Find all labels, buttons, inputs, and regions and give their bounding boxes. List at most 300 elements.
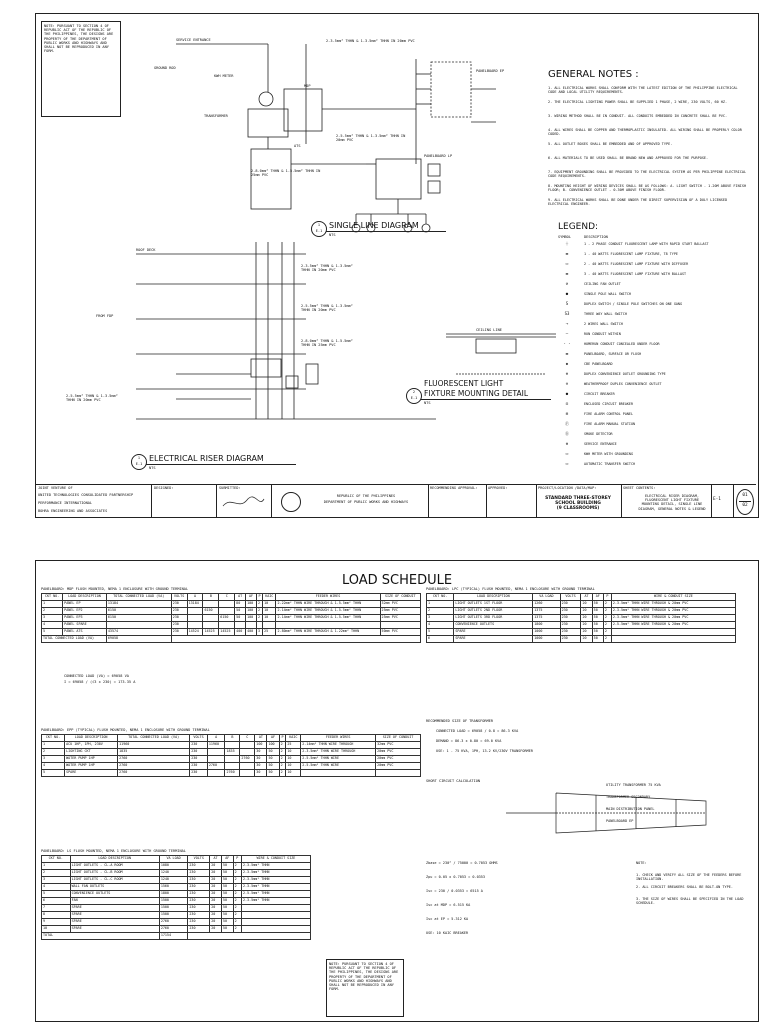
table-cell: 2 [279, 763, 286, 770]
table-cell: 50 [221, 891, 233, 898]
table-cell: 1 [42, 863, 71, 870]
table-cell: 30 [255, 770, 267, 777]
table-cell: 20 [581, 615, 592, 622]
table-cell: 14525 [219, 629, 235, 636]
riser-wire-3: 2-8.0mm² THHN & 1-5.5mm² THHN IN 25mm PVC [301, 339, 353, 348]
table-cell: 2 [42, 608, 63, 615]
table-header: CKT NO. [427, 594, 454, 601]
table-cell: 2-3.5mm² THHN WIRE THROUGH & 20mm PVC [611, 615, 735, 622]
table-cell: 2 [603, 601, 611, 608]
table-cell: SPARE [70, 912, 159, 919]
table-cell: 5 [42, 629, 63, 636]
table-cell: 230 [190, 763, 208, 770]
table-cell: 6150 [219, 615, 235, 622]
legend-symbol-icon: ▭ [565, 261, 569, 266]
table-cell: 100 [267, 742, 279, 749]
sc-label: UTILITY TRANSFORMER 75 KVA [606, 783, 661, 787]
table-header: VA LOAD [533, 594, 560, 601]
table-cell: 3 [427, 615, 454, 622]
table-cell: 3 [42, 756, 65, 763]
table-cell: 4 [42, 884, 71, 891]
single-line-bubble [311, 221, 327, 237]
legend-symbol-icon: - - [563, 341, 571, 346]
table-row [42, 898, 311, 905]
riser-wire-1: 2-3.5mm² THHN & 1-3.5mm² THHN IN 20mm PVC [301, 264, 353, 273]
table-cell: 230 [560, 601, 581, 608]
table-header: VOLTS [190, 735, 208, 742]
copyright-note-2 [326, 959, 404, 1017]
fixture-scale: NTS [424, 401, 431, 405]
table-cell: 1240 [159, 870, 188, 877]
tb-project: PROJECT/LOCATION /DATA/MAP: [538, 486, 597, 490]
table-row [42, 742, 421, 749]
table-cell: 6150 [106, 608, 171, 615]
table-row [42, 601, 421, 608]
general-note-5: 5. ALL OUTLET BOXES SHALL BE EMBEDDED AND OF APPROVED TYPE. [548, 142, 673, 146]
mdp-title: PANELBOARD: MDP FLUSH MOUNTED, NEMA 1 ENCLOSURE WITH GROUND TERMINAL [41, 587, 189, 591]
tb-project-name-1: STANDARD THREE-STOREY [545, 496, 611, 501]
calc-line: Zpu = 0.05 x 0.7053 = 0.0353 [426, 875, 486, 879]
table-cell: 2-22mm² THHN WIRE THROUGH & 1-5.5mm² THHN [276, 601, 380, 608]
table-cell: 1375 [533, 615, 560, 622]
table-cell: 100 [246, 601, 257, 608]
legend-description: FIRE ALARM CONTROL PANEL [584, 412, 633, 416]
title-block [36, 484, 756, 517]
table-cell: 50 [592, 608, 603, 615]
table-cell: 2-5.5mm² THHN WIRE THROUGH & 20mm PVC [611, 622, 735, 629]
table-header: FEEDER WIRES [276, 594, 380, 601]
table-cell: LIGHT OUTLETS 1ST FLOOR [454, 601, 533, 608]
table-row [427, 608, 736, 615]
table-cell: 400 [235, 629, 246, 636]
table-cell: PANEL EP2 [63, 608, 107, 615]
table-cell: 1000 [533, 636, 560, 643]
table-cell: 230 [190, 756, 208, 763]
table-cell: SPARE [70, 905, 159, 912]
tb-sheet-no: 01 [742, 493, 748, 498]
table-cell [225, 756, 240, 763]
legend-description: DUPLEX SWITCH / SINGLE POLE SWITCHES ON ONE GANG [584, 302, 682, 306]
table-cell: 50 [592, 601, 603, 608]
table-cell: 50 [221, 898, 233, 905]
table-header: LOAD DESCRIPTION [70, 856, 159, 863]
table-cell: 13184 [187, 601, 203, 608]
legend-row [558, 442, 748, 450]
table-cell: 2 [427, 608, 454, 615]
label-service-entrance: SERVICE ENTRANCE [176, 38, 211, 42]
table-cell: 5 [42, 891, 71, 898]
table-cell: WALL FAN OUTLETS [70, 884, 159, 891]
table-cell: 2-5.5mm² THHN [241, 891, 310, 898]
table-cell [241, 926, 310, 933]
table-cell [241, 905, 310, 912]
riser-wire-2: 2-5.5mm² THHN & 1-3.5mm² THHN IN 20mm PVC [301, 304, 353, 313]
tb-designed: DESIGNED: [154, 486, 174, 490]
table-cell: 230 [190, 749, 208, 756]
table-header: AF [267, 735, 279, 742]
table-cell: LIGHTING CKT [65, 749, 118, 756]
table-cell: 32mm PVC [380, 601, 420, 608]
table-cell [203, 622, 219, 629]
legend-row [558, 362, 748, 370]
table-cell: 2 [603, 615, 611, 622]
table-cell: 20mm PVC [376, 749, 421, 756]
legend-row [558, 242, 748, 250]
legend-title: LEGEND: [558, 222, 599, 232]
table-cell: 1080 [159, 863, 188, 870]
table-header: AT [255, 735, 267, 742]
tb-recommending: RECOMMENDING APPROVAL: [430, 486, 478, 490]
transformer-symbol [248, 109, 288, 137]
table-cell: LIGHT OUTLETS 3RD FLOOR [454, 615, 533, 622]
table-cell: 25mm PVC [380, 615, 420, 622]
table-cell [203, 601, 219, 608]
table-cell: 4 [42, 763, 65, 770]
table-cell: 2760 [225, 770, 240, 777]
table-cell [219, 622, 235, 629]
table-cell: 230 [188, 863, 210, 870]
table-cell: 2-14mm² THHN WIRE THROUGH & 1-5.5mm² THHN [276, 615, 380, 622]
legend-description: 3 - 40 WATTS FLUORESCENT LAMP FIXTURE WITH BALLAST [584, 272, 687, 276]
tb-project-name-3: (9 CLASSROOMS) [556, 506, 600, 511]
table-header: AT [210, 856, 222, 863]
table-cell: 2 [233, 877, 241, 884]
table-cell: 2-3.5mm² THHN WIRE THROUGH & 20mm PVC [611, 608, 735, 615]
legend-description: CBE PANELBOARD [584, 362, 613, 366]
table-cell [276, 622, 380, 629]
table-cell [207, 770, 225, 777]
table-header: CKT NO. [42, 594, 63, 601]
table-total-row [42, 933, 311, 940]
panel-ep-box [431, 62, 471, 117]
table-cell: 20mm PVC [376, 763, 421, 770]
general-note-3: 3. WIRING METHOD SHALL BE IN CONDUIT. ALL CONDUITS EMBEDDED IN CONCRETE SHALL BE PVC. [548, 114, 728, 118]
table-cell: 50 [221, 926, 233, 933]
ls-title: PANELBOARD: LS FLUSH MOUNTED, NEMA 1 ENCLOSURE WITH GROUND TERMINAL [41, 849, 186, 853]
legend-list [558, 242, 753, 477]
table-header: LOAD DESCRIPTION [454, 594, 533, 601]
riser-num: 1 [137, 456, 141, 460]
table-cell: 230 [560, 629, 581, 636]
table-cell: 11960 [118, 742, 190, 749]
table-row [427, 615, 736, 622]
table-cell: 2 [233, 926, 241, 933]
transformer-title: RECOMMENDED SIZE OF TRANSFORMER [426, 719, 494, 723]
label-wire-3: 2-8.0mm² THHN & 1-5.5mm² THHN IN 25mm PVC [251, 169, 321, 178]
table-row [42, 763, 421, 770]
single-line-underline [326, 231, 446, 232]
table-row [42, 756, 421, 763]
table-cell: 2-3.5mm² THHN WIRE THROUGH [301, 749, 376, 756]
table-cell [187, 608, 203, 615]
table-cell: SPARE [70, 919, 159, 926]
table-cell: 20 [210, 891, 222, 898]
table-cell: 2 [233, 905, 241, 912]
table-cell: ACU 1HP, 1PH, 230V [65, 742, 118, 749]
table-cell: 50 [221, 912, 233, 919]
legend-description: ENCLOSED CIRCUIT BREAKER [584, 402, 633, 406]
table-cell: 25mm PVC [380, 608, 420, 615]
table-cell: 230 [190, 770, 208, 777]
legend-description: 2 - 40 WATTS FLUORESCENT LAMP FIXTURE WITH DIFFUSER [584, 262, 689, 266]
table-cell: 2-14mm² THHN WIRE THROUGH [301, 742, 376, 749]
table-cell: 1 [42, 742, 65, 749]
table-cell: 2-3.5mm² THHN WIRE THROUGH & 20mm PVC [611, 601, 735, 608]
table-header: P [233, 856, 241, 863]
fixture-underline [421, 399, 551, 400]
table-row [42, 622, 421, 629]
table-cell: 2 [603, 636, 611, 643]
table-cell: 230 [560, 622, 581, 629]
table-cell: 50 [592, 615, 603, 622]
table-row [42, 884, 311, 891]
table-cell: 20 [210, 870, 222, 877]
legend-description: CEILING FAN OUTLET [584, 282, 621, 286]
table-cell: 2-3.5mm² THHN [241, 863, 310, 870]
label-kwh: KWH METER [214, 74, 234, 78]
legend-symbol-icon: ⊗ [565, 441, 569, 446]
table-header: A [187, 594, 203, 601]
table-cell: 230 [171, 622, 187, 629]
tb-firm-3: BOHRA ENGINEERING AND ASSOCIATES [38, 509, 108, 513]
legend-row [558, 382, 748, 390]
table-cell: 20 [581, 601, 592, 608]
table-header: WIRE & CONDUIT SIZE [611, 594, 735, 601]
table-cell [611, 636, 735, 643]
table-header: VOLTS [188, 856, 210, 863]
legend-symbol-icon: ⊡ [565, 401, 569, 406]
table-header: VA LOAD [159, 856, 188, 863]
table-cell: 20 [210, 912, 222, 919]
table-cell: 2 [233, 891, 241, 898]
table-cell: 2 [233, 898, 241, 905]
table-cell: WATER PUMP 1HP [65, 763, 118, 770]
table-row [42, 912, 311, 919]
table-cell: 2 [233, 912, 241, 919]
copyright-note-2-text: NOTE: PURSUANT TO SECTION 4 OF REPUBLIC ACT OF THE REPUBLIC OF THE PHILIPPINES, THE DESIGNS ARE PROPERTY OF THE DEPARTMENT OF PUBLIC WORKS AND HIGHWAYS AND SHALL NOT BE REPRODUCED IN ANY FORM. [329, 962, 399, 992]
table-cell [187, 615, 203, 622]
legend-symbol-icon: ▬ [565, 271, 569, 276]
table-cell [246, 622, 257, 629]
sc-label: MAIN DISTRIBUTION PANEL [606, 807, 655, 811]
table-cell: 100 [255, 742, 267, 749]
table-header: B [225, 735, 240, 742]
table-cell: 2 [257, 601, 263, 608]
table-cell: 50 [592, 629, 603, 636]
table-cell: 4 [42, 622, 63, 629]
table-cell: 50 [267, 749, 279, 756]
calc-line: Isc = 230 / 0.0353 = 6515 A [426, 889, 483, 893]
table-cell [219, 601, 235, 608]
table-cell: LIGHT OUTLETS - CL-C ROOM [70, 877, 159, 884]
legend-description: 1 - 40 WATTS FLUORESCENT LAMP FIXTURE, T8 TYPE [584, 252, 678, 256]
table-cell [203, 615, 219, 622]
label-panel-lp: PANELBOARD LP [424, 154, 453, 158]
table-cell: 2760 [240, 756, 255, 763]
tb-submitted: SUBMITTED: [219, 486, 241, 490]
table-row [427, 601, 736, 608]
tb-joint-venture: JOINT VENTURE OF [38, 486, 73, 490]
mdp-box [284, 89, 322, 131]
table-cell: 20 [210, 926, 222, 933]
table-cell: 50 [221, 919, 233, 926]
table-cell [380, 622, 420, 629]
panel-lp-box [376, 159, 421, 199]
table-cell: 1500 [159, 912, 188, 919]
riser-underline [146, 464, 296, 465]
table-cell: 2 [42, 749, 65, 756]
table-cell: 50 [221, 884, 233, 891]
legend-description: DUPLEX CONVENIENCE OUTLET GROUNDING TYPE [584, 372, 666, 376]
legend-row [558, 252, 748, 260]
general-note-2: 2. THE ELECTRICAL LIGHTING POWER SHALL BE SUPPLIED 1 PHASE, 2 WIRE, 230 VOLTS, 60 HZ. [548, 100, 728, 104]
table-cell: 230 [560, 615, 581, 622]
table-header: WIRE & CONDUIT SIZE [241, 856, 310, 863]
label-wire-2: 2-5.5mm² THHN & 1-3.5mm² THHN IN 20mm PVC [336, 134, 406, 143]
ep-title: PANELBOARD: EPP (TYPICAL) FLUSH MOUNTED, NEMA 1 ENCLOSURE WITH GROUND TERMINAL [41, 728, 210, 732]
label-ats: ATS [294, 144, 301, 148]
table-cell [225, 742, 240, 749]
general-note-4: 4. ALL WIRES SHALL BE COPPER AND THERMOPLASTIC INSULATED. ALL WIRING SHALL BE PROPERLY COLOR CODED. [548, 128, 742, 137]
legend-row [558, 332, 748, 340]
table-cell: 2760 [159, 926, 188, 933]
table-cell: 50 [267, 763, 279, 770]
legend-description: SMOKE DETECTOR [584, 432, 613, 436]
mdp-calc-1: CONNECTED LOAD (VA) = 69058 VA [64, 674, 129, 678]
table-cell: 2 [233, 870, 241, 877]
table-row [427, 622, 736, 629]
table-cell: 50 [221, 870, 233, 877]
table-cell: 13184 [106, 601, 171, 608]
table-cell [187, 622, 203, 629]
table-cell: 8 [42, 912, 71, 919]
riser-scale: NTS [149, 466, 156, 470]
table-cell: 50mm PVC [380, 629, 420, 636]
table-cell: 5 [42, 770, 65, 777]
table-cell: 100 [246, 608, 257, 615]
table-cell: FAN [70, 898, 159, 905]
table-row [42, 905, 311, 912]
table-cell: 2760 [118, 770, 190, 777]
table-header: A [207, 735, 225, 742]
table-cell: 230 [560, 608, 581, 615]
table-header: CKT NO. [42, 735, 65, 742]
right-note: NOTE: [636, 861, 647, 865]
table-cell: 43574 [106, 629, 171, 636]
table-row [42, 863, 311, 870]
table-header: SIZE OF CONDUIT [376, 735, 421, 742]
table-cell: 2-3.5mm² THHN [241, 870, 310, 877]
table-cell: LIGHT OUTLETS - CL-A ROOM [70, 863, 159, 870]
table-cell: 1560 [159, 884, 188, 891]
table-cell [219, 608, 235, 615]
legend-row [558, 462, 748, 470]
table-cell: 50 [592, 636, 603, 643]
table-cell [207, 749, 225, 756]
lp-table [426, 593, 736, 643]
sc-label: PANELBOARD EP [606, 819, 634, 823]
table-cell: 2-5.5mm² THHN WIRE [301, 756, 376, 763]
table-cell: 30 [255, 763, 267, 770]
legend-symbol-icon: S3 [564, 311, 570, 316]
fixture-title-1: FLUORESCENT LIGHT [424, 379, 504, 388]
legend-row [558, 352, 748, 360]
table-cell: 1500 [159, 898, 188, 905]
calc-line: Isc at MDP = 6.515 KA [426, 903, 471, 907]
table-cell: 2 [42, 870, 71, 877]
legend-row [558, 342, 748, 350]
table-cell: 230 [171, 608, 187, 615]
table-header: AT [581, 594, 592, 601]
label-fdp: FROM FDP [96, 314, 114, 318]
table-cell: 20 [210, 919, 222, 926]
legend-description: SERVICE ENTRANCE [584, 442, 617, 446]
calc-line: USE: 10 KAIC BREAKER [426, 931, 469, 935]
general-notes-title: GENERAL NOTES : [548, 69, 639, 80]
legend-description: PANELBOARD, SURFACE OR FLUSH [584, 352, 642, 356]
tb-project-name-2: SCHOOL BUILDING [555, 501, 601, 506]
table-cell: PANEL ATS [63, 629, 107, 636]
table-cell: 2 [257, 608, 263, 615]
table-cell: 20 [210, 863, 222, 870]
table-header: AF [592, 594, 603, 601]
tb-agency-1: REPUBLIC OF THE PHILIPPINES [336, 494, 396, 498]
table-cell: 1500 [159, 905, 188, 912]
table-header: P [257, 594, 263, 601]
transformer-calc-line: USE: 1 - 75 KVA, 1PH, 13.2 KV/230V TRANSFORMER [436, 749, 533, 753]
label-ceiling: CEILING LINE [476, 328, 502, 332]
table-row [42, 615, 421, 622]
table-cell: 20 [581, 622, 592, 629]
table-cell: 14525 [203, 629, 219, 636]
single-line-sheet: E-1 [315, 229, 323, 233]
table-cell: 2 [233, 884, 241, 891]
legend-description: 1 - 2 PHASE CONDUIT FLUORESCENT LAMP WITH RAPID START BALLAST [584, 242, 709, 246]
table-cell: 6 [427, 636, 454, 643]
legend-row [558, 302, 748, 310]
legend-row [558, 262, 748, 270]
table-header: AT [235, 594, 246, 601]
tb-firm-2: PERFORMANCE INTERNATIONAL [38, 501, 93, 505]
table-cell [376, 770, 421, 777]
general-note-7: 7. EQUIPMENT GROUNDING SHALL BE PROVIDED TO THE ELECTRICAL SYSTEM AS PER PHILIPPINE ELECTRICAL CODE REQUIREMENTS. [548, 170, 747, 179]
fixture-sheet: E-1 [410, 396, 418, 400]
label-mdp: MDP [304, 84, 311, 88]
table-cell [240, 763, 255, 770]
lp-title: PANELBOARD: LPC (TYPICAL) FLUSH MOUNTED, NEMA 1 ENCLOSURE WITH GROUND TERMINAL [426, 587, 595, 591]
legend-description: 2 WIRES WALL SWITCH [584, 322, 623, 326]
table-row [42, 608, 421, 615]
legend-symbol-icon: ⏚ [565, 241, 569, 246]
table-cell: 1260 [533, 601, 560, 608]
ep-table [41, 734, 421, 777]
legend-symbol-icon: S [565, 301, 569, 306]
table-header: KAIC [286, 735, 301, 742]
table-cell: 25 [263, 629, 276, 636]
sc-label: TRANSFORMER SECONDARY [606, 795, 651, 799]
single-line-title: SINGLE LINE DIAGRAM [329, 221, 419, 230]
legend-row [558, 282, 748, 290]
table-header: VOLTS [171, 594, 187, 601]
legend-description: RUN CONDUIT WITHIN [584, 332, 621, 336]
table-row [42, 926, 311, 933]
table-cell: 3 [42, 877, 71, 884]
legend-symbol-icon: — [565, 331, 569, 336]
single-line-scale: NTS [329, 233, 336, 237]
table-cell [241, 912, 310, 919]
legend-header-desc: DESCRIPTION [584, 235, 608, 239]
table-header: TOTAL CONNECTED LOAD (VA) [106, 594, 171, 601]
